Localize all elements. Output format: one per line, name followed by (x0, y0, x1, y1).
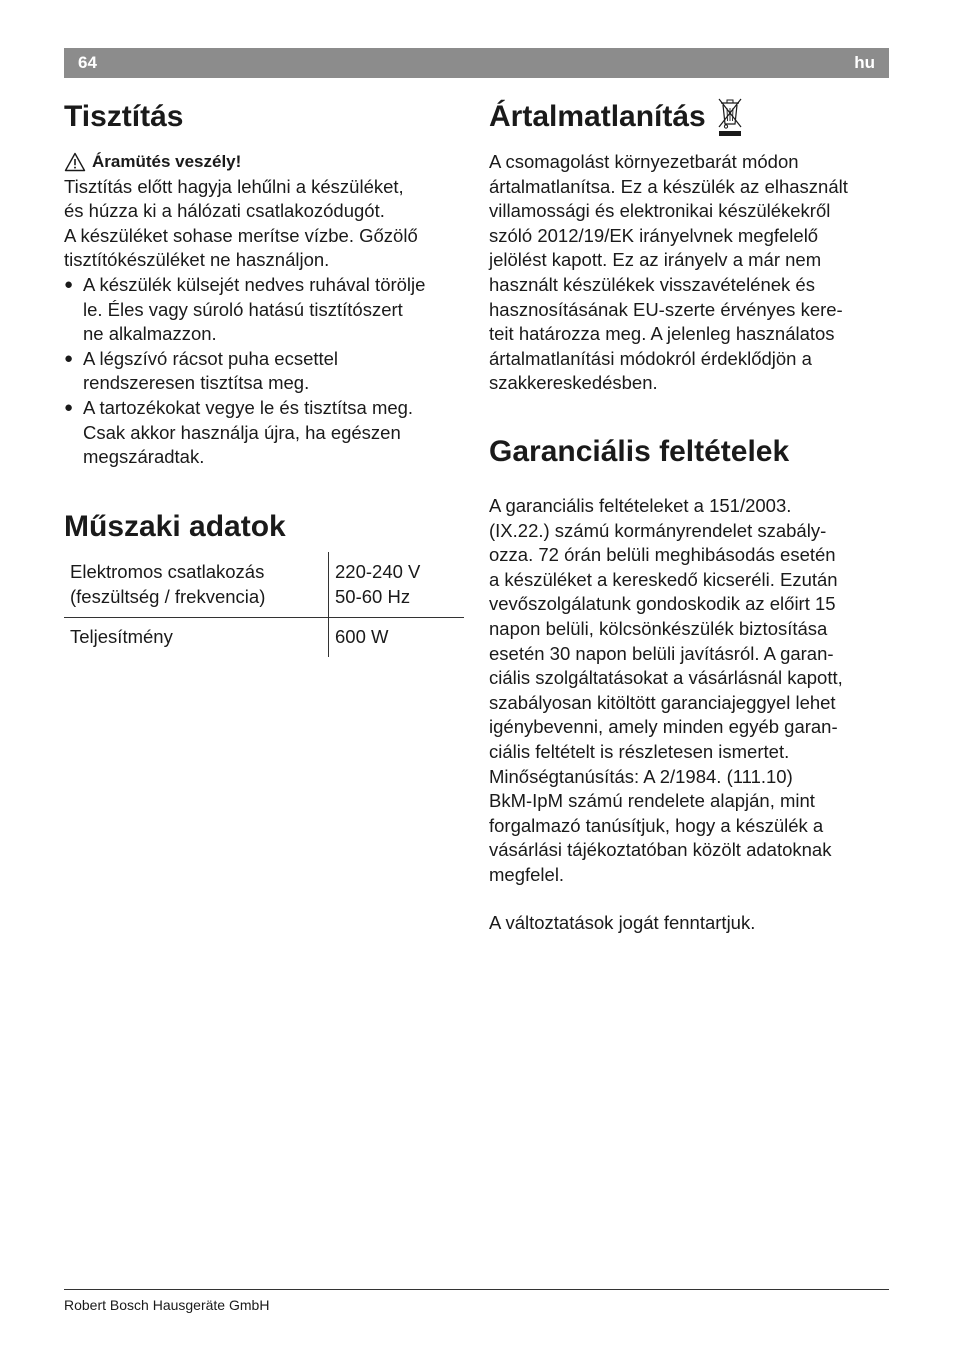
spec-value-line: 220-240 V (335, 561, 421, 582)
text-line: megfelel. (489, 863, 565, 885)
text-line: ártalmatlanítási módokról érdeklődjön a (489, 347, 812, 369)
warning-title: Áramütés veszély! (92, 152, 242, 171)
text-line: villamossági és elektronikai készülékekről (489, 200, 831, 222)
text-line: vevőszolgálatunk gondoskodik az előirt 15 (489, 593, 836, 615)
footer-rule (64, 1289, 889, 1290)
spec-label (64, 552, 329, 618)
bullet-line: A légszívó rácsot puha ecsettel (83, 347, 339, 369)
text-line: Minőségtanúsítás: A 2/1984. (111.10) (489, 765, 793, 787)
warning-line (64, 150, 464, 175)
list-item (64, 273, 464, 347)
cleaning-title: Tisztítás (64, 100, 184, 133)
cleaning-section (64, 150, 464, 470)
text-line: hasznosításának EU-szerte érvényes kere- (489, 298, 843, 320)
warranty-title: Garanciális feltételek (489, 435, 790, 468)
table-row (64, 618, 464, 658)
text-line: használt készülékek visszavételének és (489, 273, 815, 295)
cleaning-line: és húzza ki a hálózati csatlakozódugót. (64, 200, 385, 222)
text-line: igénybevenni, amely minden egyéb garan- (489, 716, 838, 738)
bullet-line: A tartozékokat vegye le és tisztítsa meg. (83, 396, 414, 418)
text-line: a készüléket a kereskedő kicseréli. Ezután (489, 568, 838, 590)
bullet-line: le. Éles vagy súroló hatású tisztítószert (83, 298, 403, 320)
bullet-dot-icon: ● (64, 275, 74, 293)
spec-value-line: 600 W (335, 626, 389, 647)
text-line: BkM-IpM számú rendelete alapján, mint (489, 790, 815, 812)
text-line: forgalmazó tanúsítjuk, hogy a készülék a (489, 814, 824, 836)
warning-triangle-icon (64, 152, 86, 172)
disposal-heading (489, 95, 744, 139)
text-line: esetén 30 napon belüli javításról. A garan- (489, 642, 834, 664)
text-line: ozza. 72 órán belüli meghibásodás esetén (489, 544, 836, 566)
warranty-note: A változtatások jogát fenntartjuk. (489, 912, 756, 933)
text-line: A garanciális feltételeket a 151/2003. (489, 495, 792, 516)
text-line: vásárlási tájékoztatóban közölt adatoknak (489, 839, 832, 861)
footer-company: Robert Bosch Hausgeräte GmbH (64, 1297, 270, 1313)
text-line: szabályosan kitöltött garanciajeggyel lehet (489, 691, 836, 713)
text-line: A csomagolást környezetbarát módon (489, 151, 799, 172)
text-line: szóló 2012/19/EK irányelvnek megfelelő (489, 224, 819, 246)
page-header-bar (64, 48, 889, 78)
bullet-line: ne alkalmazzon. (83, 323, 217, 345)
text-line: (IX.22.) számú kormányrendelet szabály- (489, 519, 827, 541)
table-row (64, 552, 464, 618)
bullet-dot-icon: ● (64, 398, 74, 416)
cleaning-line: Tisztítás előtt hagyja lehűlni a készüléket, (64, 175, 404, 197)
list-item (64, 396, 464, 470)
specs-table (64, 552, 464, 657)
specs-title: Műszaki adatok (64, 510, 286, 543)
text-line: ciális feltételt is részletesen ismertet. (489, 740, 790, 762)
spec-label-line: Teljesítmény (70, 626, 173, 647)
text-line: jelölést kapott. Ez az irányelv a már nem (489, 249, 822, 271)
cleaning-line: A készüléket sohase merítse vízbe. Gőzölő (64, 224, 418, 246)
bullet-dot-icon: ● (64, 349, 74, 367)
bullet-line: A készülék külsejét nedves ruhával törölje (83, 273, 426, 295)
bullet-line: megszáradtak. (83, 446, 205, 468)
text-line: ártalmatlanítsa. Ez a készülék az elhasznált (489, 175, 848, 197)
disposal-text (489, 150, 889, 396)
crossed-bin-icon (716, 96, 744, 138)
spec-label (64, 618, 329, 658)
spec-label-line: Elektromos csatlakozás (70, 561, 265, 582)
page-number: 64 (78, 53, 97, 72)
bullet-line: rendszeresen tisztítsa meg. (83, 372, 310, 394)
bullet-line: Csak akkor használja újra, ha egészen (83, 421, 401, 443)
text-line: teit határozza meg. A jelenleg használatos (489, 323, 835, 345)
text-line: szakkereskedésben. (489, 372, 658, 394)
spec-value (329, 618, 465, 658)
text-line: ciális szolgáltatásokat a vásárlásnál kapott, (489, 667, 843, 689)
cleaning-line: tisztítókészüléket ne használjon. (64, 249, 330, 271)
cleaning-bullet-list (64, 273, 464, 470)
disposal-title: Ártalmatlanítás (489, 100, 706, 133)
spec-value (329, 552, 465, 618)
text-line: napon belüli, kölcsönkészülék biztosítása (489, 617, 828, 639)
language-code: hu (854, 53, 875, 72)
cleaning-paragraph (64, 175, 464, 273)
warranty-text (489, 494, 889, 888)
spec-label-line: (feszültség / frekvencia) (70, 585, 266, 607)
list-item (64, 347, 464, 396)
spec-value-line: 50-60 Hz (335, 585, 411, 607)
